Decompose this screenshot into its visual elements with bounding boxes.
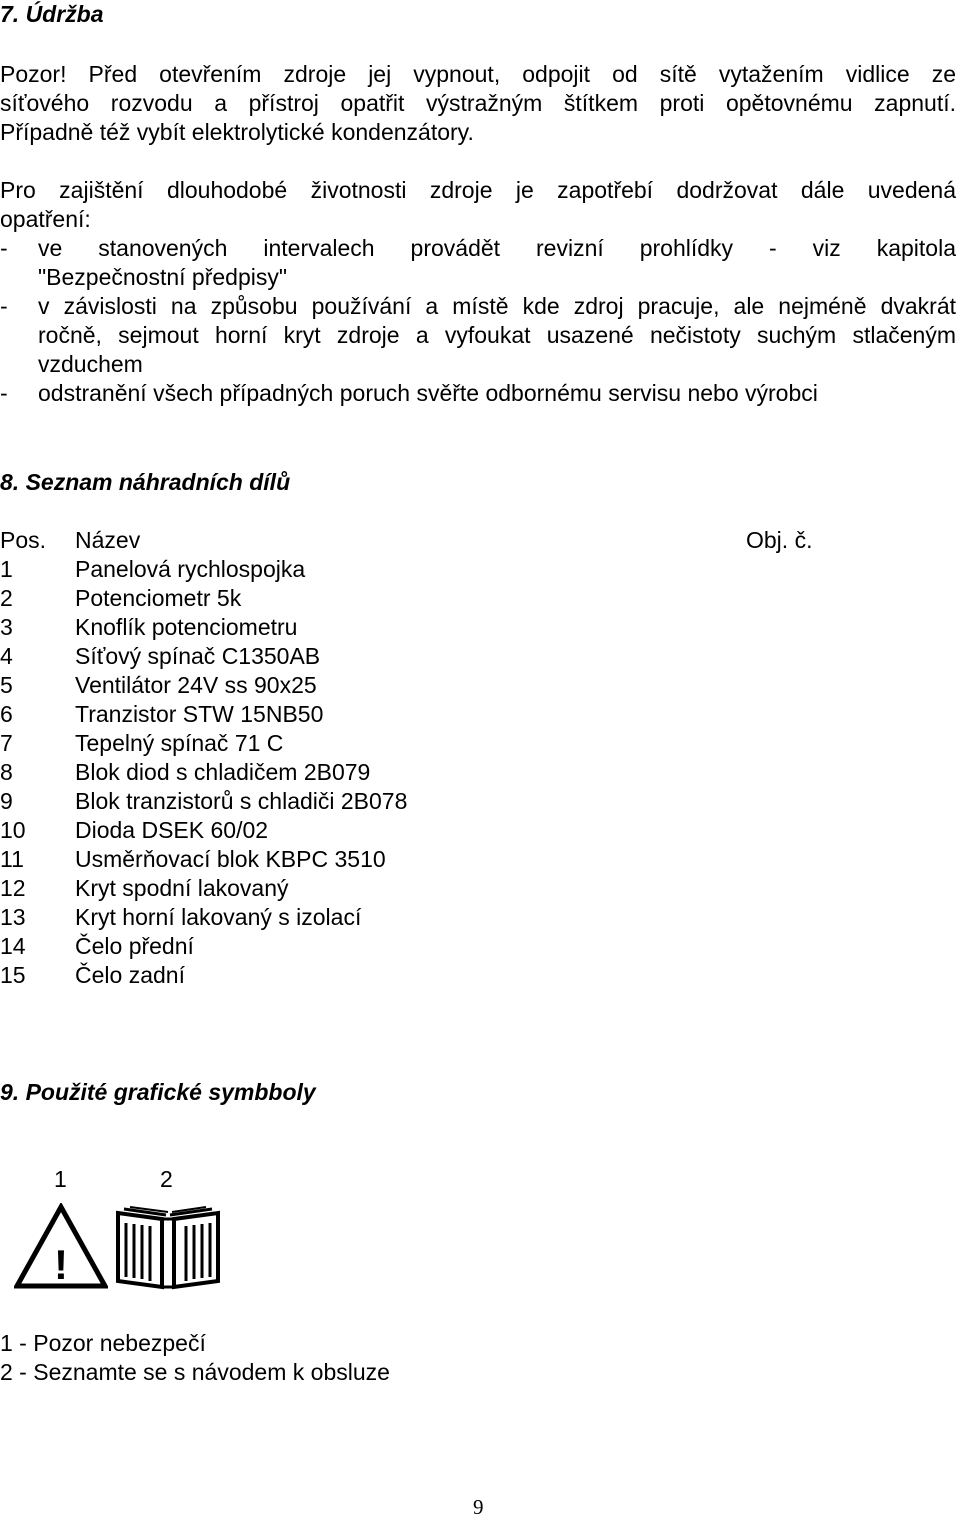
row-pos: 4 [0,643,13,669]
warning-line-2: síťového rozvodu a přístroj opatřit výstražným štítkem proti opětovnému zapnutí. [0,90,956,116]
row-name: Knoflík potenciometru [75,614,298,640]
section-8-heading: 8. Seznam náhradních dílů [0,469,291,495]
parts-table-header [0,527,960,556]
row-name: Čelo zadní [75,962,185,988]
warning-line-3: Případně též vybít elektrolytické kondenzátory. [0,119,474,145]
row-name: Síťový spínač C1350AB [75,643,321,669]
row-pos: 9 [0,788,13,814]
row-pos: 14 [0,933,26,959]
maintenance-item-2-line-1: v závislosti na způsobu používání a místě kde zdroj pracuje, ale nejméně dvakrát [38,293,956,319]
intro-line-2: opatření: [0,206,91,232]
bullet-dash: - [0,235,8,261]
row-pos: 2 [0,585,13,611]
warning-line-1: Pozor! Před otevřením zdroje jej vypnout, odpojit od sítě vytažením vidlice ze [0,61,956,87]
symbol-legend-2: 2 - Seznamte se s návodem k obsluze [0,1359,390,1385]
row-name: Usměrňovací blok KBPC 3510 [75,846,386,872]
table-row [0,962,960,991]
row-name: Čelo přední [75,933,194,959]
row-pos: 1 [0,556,13,582]
row-name: Kryt spodní lakovaný [75,875,289,901]
column-header-pos: Pos. [0,527,47,553]
symbol-number-2: 2 [160,1166,173,1192]
row-pos: 3 [0,614,13,640]
row-pos: 13 [0,904,26,930]
table-row [0,672,960,701]
row-name: Tepelný spínač 71 C [75,730,284,756]
table-row [0,730,960,759]
open-manual-icon [114,1205,226,1291]
table-row [0,846,960,875]
table-row [0,585,960,614]
table-row [0,788,960,817]
warning-triangle-icon [14,1203,108,1289]
table-row [0,933,960,962]
symbol-number-1: 1 [54,1166,67,1192]
row-pos: 6 [0,701,13,727]
maintenance-item-3-line-1: odstranění všech případných poruch svěřte odbornému servisu nebo výrobci [38,380,818,406]
maintenance-item-2-line-2: ročně, sejmout horní kryt zdroje a vyfoukat usazené nečistoty suchým stlačeným [38,322,956,348]
bullet-dash: - [0,293,8,319]
intro-line-1: Pro zajištění dlouhodobé životnosti zdroje je zapotřebí dodržovat dále uvedená [0,177,956,203]
row-pos: 5 [0,672,13,698]
maintenance-item-1-line-2: "Bezpečnostní předpisy" [38,264,288,290]
column-header-obj: Obj. č. [746,527,813,553]
row-name: Panelová rychlospojka [75,556,306,582]
page-number: 9 [473,1495,484,1519]
table-row [0,904,960,933]
row-pos: 7 [0,730,13,756]
row-name: Dioda DSEK 60/02 [75,817,269,843]
row-name: Blok diod s chladičem 2B079 [75,759,371,785]
row-pos: 10 [0,817,26,843]
section-7-heading: 7. Údržba [0,1,104,27]
section-9-heading: 9. Použité grafické symbboly [0,1079,316,1105]
row-pos: 8 [0,759,13,785]
table-row [0,701,960,730]
table-row [0,614,960,643]
exclamation-glyph: ! [54,1241,68,1288]
row-name: Potenciometr 5k [75,585,242,611]
column-header-name: Název [75,527,141,553]
row-name: Tranzistor STW 15NB50 [75,701,324,727]
row-pos: 15 [0,962,26,988]
bullet-dash: - [0,380,8,406]
row-pos: 11 [0,846,24,872]
maintenance-item-2-line-3: vzduchem [38,351,143,377]
maintenance-item-1-line-1: ve stanovených intervalech provádět revizní prohlídky - viz kapitola [38,235,956,261]
table-row [0,817,960,846]
row-name: Kryt horní lakovaný s izolací [75,904,362,930]
row-name: Blok tranzistorů s chladiči 2B078 [75,788,408,814]
table-row [0,643,960,672]
symbol-legend-1: 1 - Pozor nebezpečí [0,1330,206,1356]
table-row [0,759,960,788]
table-row [0,556,960,585]
table-row [0,875,960,904]
row-pos: 12 [0,875,26,901]
row-name: Ventilátor 24V ss 90x25 [75,672,317,698]
